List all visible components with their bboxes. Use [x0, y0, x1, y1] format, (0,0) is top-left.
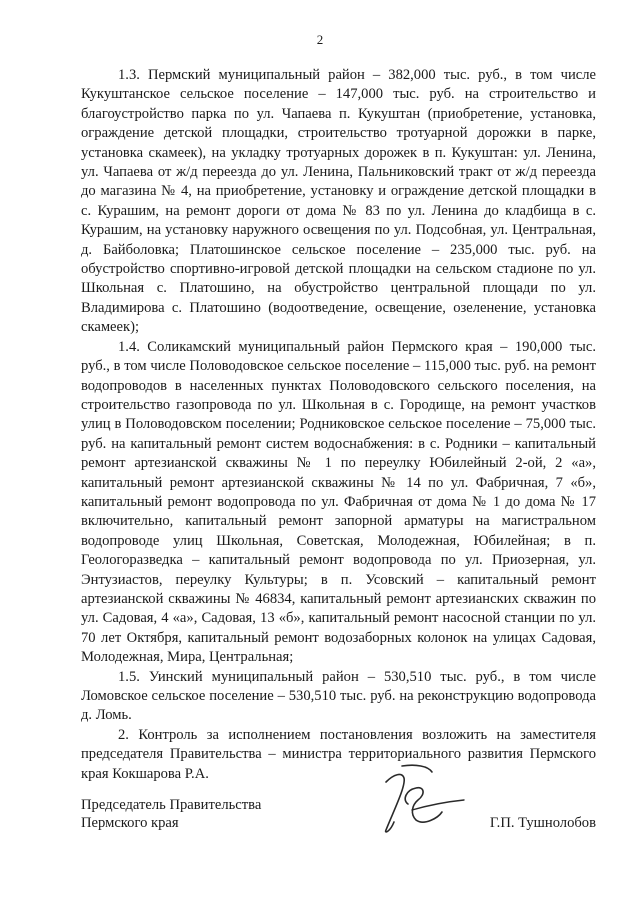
paragraph-1-3: 1.3. Пермский муниципальный район – 382,000 тыс. руб., в том числе Кукуштанское сельское поселение – 147,000 тыс. руб. на строительство и благоустройство парка по ул. Чапаева п. Кукуштан (приобретение, установка, ограждение детской площадки, строительство тротуарной дорожки в парке, установка скамеек), на укладку тротуарных дорожек в п. Кукуштан: ул. Ленина, ул. Чапаева от ж/д переезда до ул. Ленина, Пальниковский тракт от ж/д переезда до магазина № 4, на приобретение, установку и ограждение детской площадки в с. Курашим, на ремонт дороги от дома № 83 по ул. Ленина до кладбища в с. Курашим, на установку наружного освещения по ул. Подсобная, ул. Центральная, д. Байболовка; Платошинское сельское поселение – 235,000 тыс. руб. на обустройство спортивно-игровой детской площадки на сельском стадионе по ул. Школьная с. Платошино, на обустройство центральной площади по ул. Владимирова с. Платошино (водоотведение, освещение, озеленение, установка скамеек); [81, 67, 596, 336]
paragraph-1-5: 1.5. Уинский муниципальный район – 530,510 тыс. руб., в том числе Ломовское сельское поселение – 530,510 тыс. руб. на реконструкцию водопровода д. Ломь. [81, 668, 596, 724]
paragraph-1-4: 1.4. Соликамский муниципальный район Пермского края – 190,000 тыс. руб., в том числе Половодовское сельское поселение – 115,000 тыс. руб. на ремонт водопроводов в населенных пунктах Половодовского сельского поселения, на строительство газопровода по ул. Школьная в с. Городище, на ремонт участков улиц в Половодовском поселении; Родниковское сельское поселение – 75,000 тыс. руб. на капитальный ремонт систем водоснабжения: в с. Родники – капитальный ремонт артезианской скважины № 1 по переулку Юбилейный 2-ой, 2 «а», капитальный ремонт артезианской скважины № 14 по ул. Фабричная, 7 «б», капитальный ремонт водопровода по ул. Фабричная от дома № 1 до дома № 17 включительно, капитальный ремонт запорной арматуры на магистральном водопроводе улиц Школьная, Советская, Молодежная, Юбилейная; в п. Геологоразведка – капитальный ремонт водопровода по ул. Приозерная, ул. Энтузиастов, переулку Культуры; в п. Усовский – капитальный ремонт артезианской скважины № 46834, капитальный ремонт артезианских скважин по ул. Садовая, 4 «а», Садовая, 13 «б», капитальный ремонт насосной станции по ул. 70 лет Октября, капитальный ремонт водозаборных колонок на улицах Садовая, Молодежная, Мира, Центральная; [81, 338, 596, 666]
paragraph-2: 2. Контроль за исполнением постановления возложить на заместителя председателя Правительства – министра территориального развития Пермского края Кокшарова Р.А. [81, 726, 596, 782]
signatory-title-line1: Председатель Правительства [81, 797, 262, 813]
document-body [81, 66, 596, 784]
signatory-name: Г.П. Тушнолобов [489, 815, 596, 831]
signature-block [81, 796, 596, 832]
page-number: 2 [316, 32, 324, 47]
signatory-title-line2: Пермского края [81, 815, 179, 831]
